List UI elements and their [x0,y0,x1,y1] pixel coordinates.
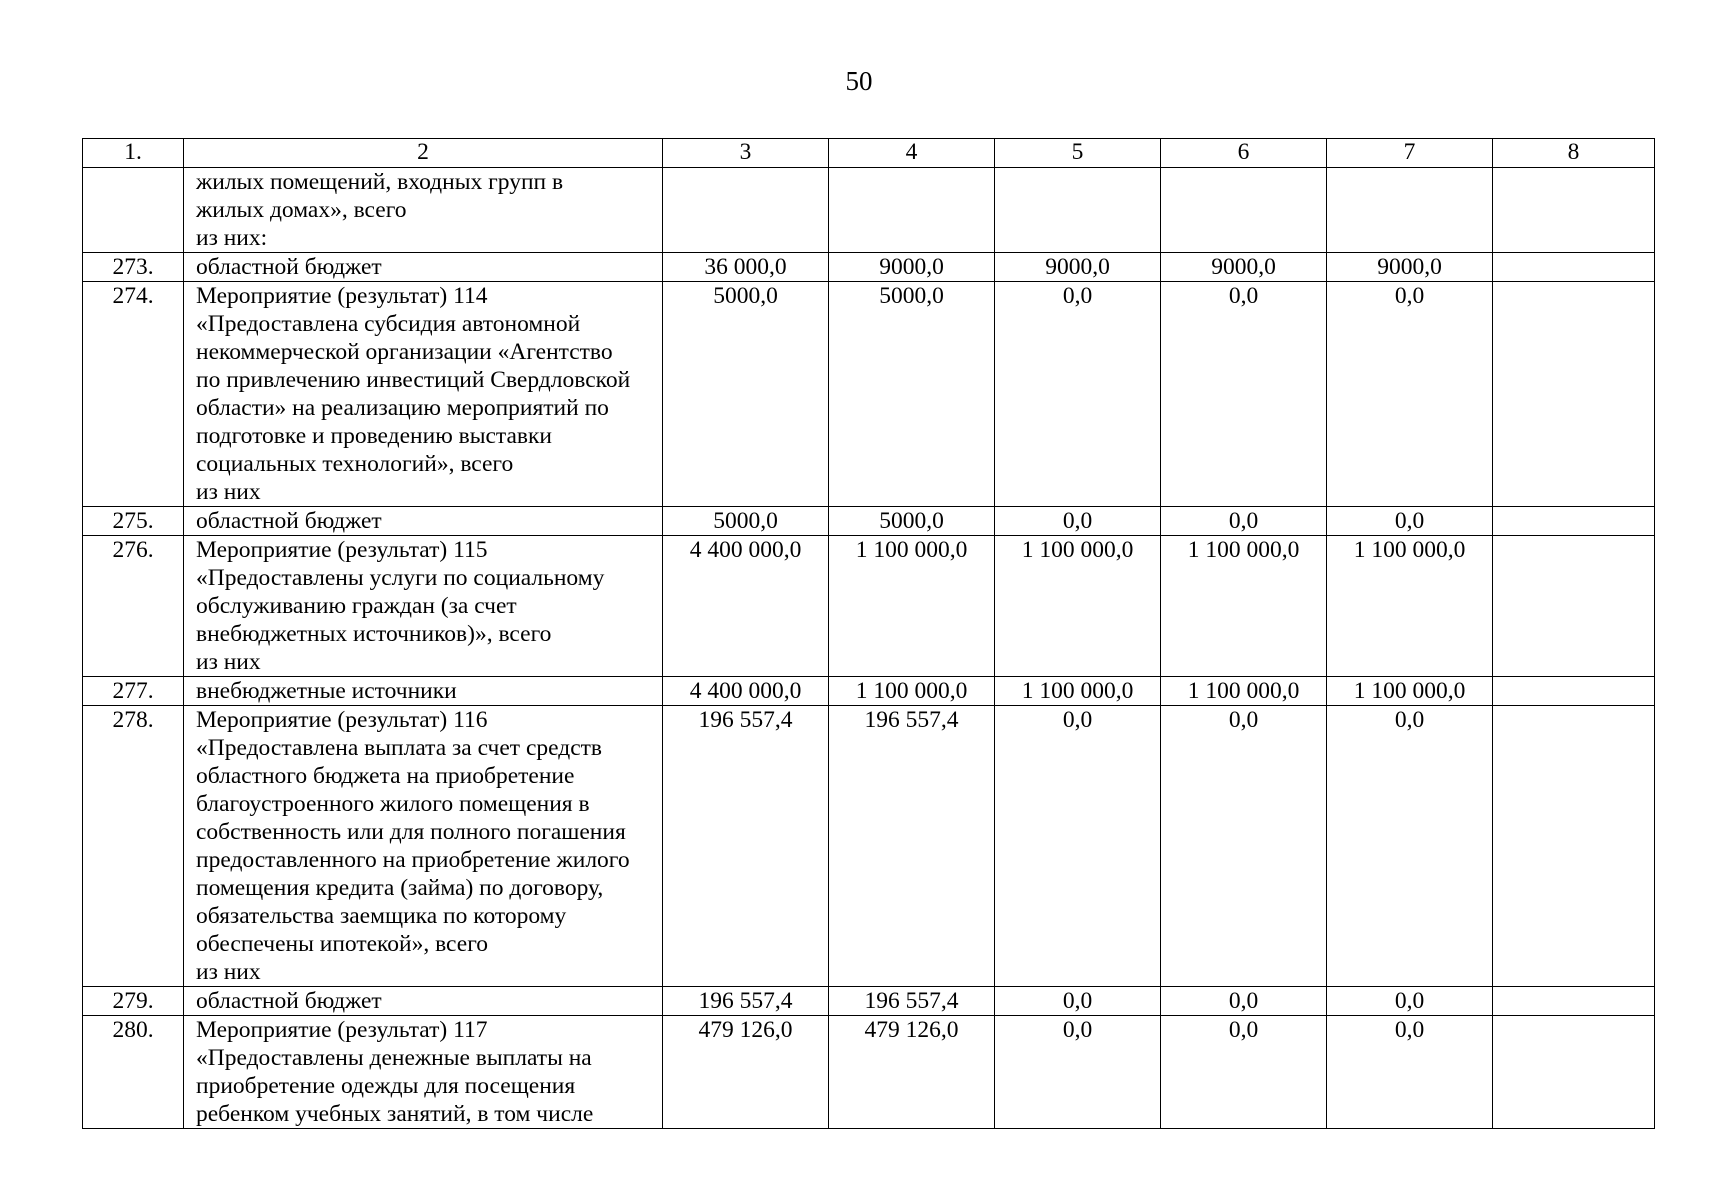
cell-col-3: 5000,0 [663,282,829,507]
row-description: областной бюджет [184,987,663,1016]
cell-col-3: 5000,0 [663,507,829,536]
column-header-6: 6 [1161,139,1327,168]
cell-col-3: 4 400 000,0 [663,677,829,706]
cell-col-7: 9000,0 [1327,253,1493,282]
row-number: 280. [83,1016,184,1129]
cell-col-4: 479 126,0 [829,1016,995,1129]
row-number: 274. [83,282,184,507]
cell-col-8 [1493,507,1655,536]
cell-col-8 [1493,677,1655,706]
cell-col-5 [995,168,1161,253]
cell-col-4: 5000,0 [829,507,995,536]
row-description: Мероприятие (результат) 114 «Предоставлена субсидия автономной некоммерческой организации «Агентство по привлечению инвестиций Свердловской области» на реализацию мероприятий по подготовке и проведению выставки социальных технологий», всего из них [184,282,663,507]
page-number: 50 [845,66,873,96]
cell-col-3: 479 126,0 [663,1016,829,1129]
cell-col-8 [1493,706,1655,987]
cell-col-4 [829,168,995,253]
table-row [83,507,1655,536]
cell-col-6: 0,0 [1161,987,1327,1016]
cell-col-4: 1 100 000,0 [829,536,995,677]
cell-col-3: 4 400 000,0 [663,536,829,677]
cell-col-6: 1 100 000,0 [1161,677,1327,706]
row-number: 275. [83,507,184,536]
cell-col-7: 0,0 [1327,1016,1493,1129]
table-header-row [83,139,1655,168]
budget-table [82,138,1655,1129]
cell-col-5: 0,0 [995,282,1161,507]
row-number: 273. [83,253,184,282]
row-description: внебюджетные источники [184,677,663,706]
cell-col-6: 0,0 [1161,1016,1327,1129]
cell-col-5: 0,0 [995,1016,1161,1129]
cell-col-3 [663,168,829,253]
column-header-4: 4 [829,139,995,168]
cell-col-7: 0,0 [1327,706,1493,987]
cell-col-3: 196 557,4 [663,706,829,987]
cell-col-4: 5000,0 [829,282,995,507]
row-description: областной бюджет [184,507,663,536]
cell-col-3: 196 557,4 [663,987,829,1016]
row-description: Мероприятие (результат) 116 «Предоставлена выплата за счет средств областного бюджета на приобретение благоустроенного жилого помещения в собственность или для полного погашения предоставленного на приобретение жилого помещения кредита (займа) по договору, обязательства заемщика по которому обеспечены ипотекой», всего из них [184,706,663,987]
cell-col-8 [1493,1016,1655,1129]
row-number [83,168,184,253]
cell-col-4: 196 557,4 [829,706,995,987]
cell-col-6: 1 100 000,0 [1161,536,1327,677]
cell-col-7: 0,0 [1327,987,1493,1016]
cell-col-5: 1 100 000,0 [995,536,1161,677]
cell-col-6: 0,0 [1161,507,1327,536]
cell-col-8 [1493,253,1655,282]
cell-col-6: 0,0 [1161,706,1327,987]
cell-col-7 [1327,168,1493,253]
row-description: жилых помещений, входных групп в жилых домах», всего из них: [184,168,663,253]
column-header-8: 8 [1493,139,1655,168]
table-row [83,536,1655,677]
cell-col-6 [1161,168,1327,253]
row-number: 278. [83,706,184,987]
cell-col-3: 36 000,0 [663,253,829,282]
cell-col-8 [1493,168,1655,253]
column-header-2: 2 [184,139,663,168]
column-header-7: 7 [1327,139,1493,168]
cell-col-8 [1493,282,1655,507]
cell-col-5: 0,0 [995,987,1161,1016]
table-row [83,677,1655,706]
table-row [83,1016,1655,1129]
cell-col-5: 9000,0 [995,253,1161,282]
column-header-3: 3 [663,139,829,168]
row-number: 276. [83,536,184,677]
cell-col-4: 1 100 000,0 [829,677,995,706]
table-row [83,706,1655,987]
table-row [83,987,1655,1016]
row-number: 279. [83,987,184,1016]
table-row [83,168,1655,253]
row-description: Мероприятие (результат) 117 «Предоставлены денежные выплаты на приобретение одежды для посещения ребенком учебных занятий, в том числе [184,1016,663,1129]
cell-col-4: 196 557,4 [829,987,995,1016]
table-row [83,253,1655,282]
column-header-1: 1. [83,139,184,168]
cell-col-7: 0,0 [1327,507,1493,536]
cell-col-6: 9000,0 [1161,253,1327,282]
cell-col-5: 1 100 000,0 [995,677,1161,706]
cell-col-7: 1 100 000,0 [1327,536,1493,677]
column-header-5: 5 [995,139,1161,168]
row-description: областной бюджет [184,253,663,282]
cell-col-6: 0,0 [1161,282,1327,507]
table-row [83,282,1655,507]
cell-col-5: 0,0 [995,706,1161,987]
row-number: 277. [83,677,184,706]
cell-col-4: 9000,0 [829,253,995,282]
cell-col-7: 1 100 000,0 [1327,677,1493,706]
cell-col-8 [1493,987,1655,1016]
cell-col-8 [1493,536,1655,677]
row-description: Мероприятие (результат) 115 «Предоставлены услуги по социальному обслуживанию граждан (за счет внебюджетных источников)», всего из них [184,536,663,677]
cell-col-5: 0,0 [995,507,1161,536]
cell-col-7: 0,0 [1327,282,1493,507]
